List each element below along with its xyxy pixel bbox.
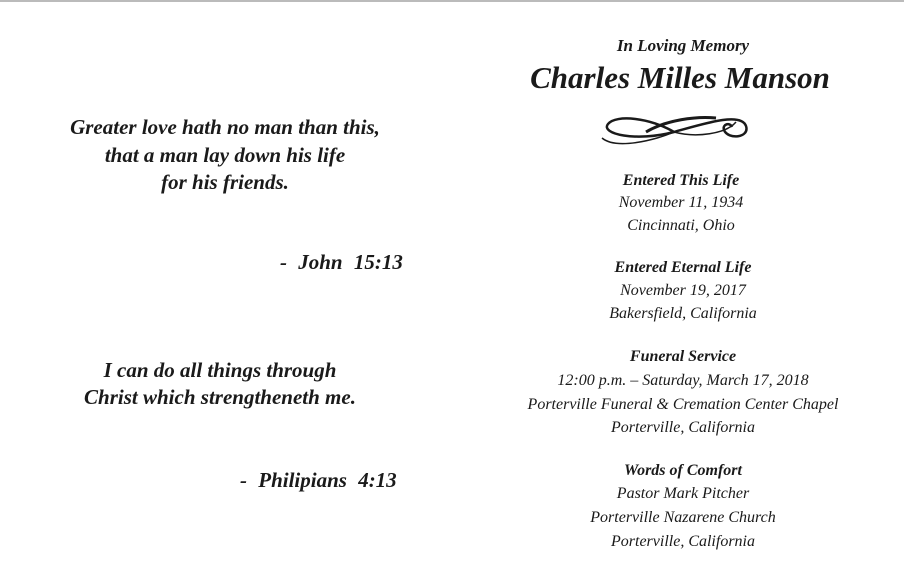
in-loving-memory: In Loving Memory <box>616 36 750 55</box>
verse2-reference: - Philipians 4:13 <box>240 468 397 492</box>
section-line: 12:00 p.m. – Saturday, March 17, 2018 <box>557 372 809 389</box>
section-line: November 19, 2017 <box>620 282 746 299</box>
section-line: Porterville Nazarene Church <box>590 509 776 526</box>
section-heading: Words of Comfort <box>624 462 742 479</box>
section-line: Porterville, California <box>611 419 755 436</box>
section-line: Pastor Mark Pitcher <box>616 485 750 502</box>
verse1-line: for his friends. <box>161 170 289 194</box>
section-line: Bakersfield, California <box>609 305 757 322</box>
section-line: Porterville, California <box>611 533 755 550</box>
verse2-line: Christ which strengtheneth me. <box>84 385 356 409</box>
verse2-line: I can do all things through <box>103 358 337 382</box>
section-line: Porterville Funeral & Cremation Center Chapel <box>527 396 839 413</box>
section-heading: Funeral Service <box>629 348 737 365</box>
section-line: Cincinnati, Ohio <box>627 217 735 234</box>
verse1-reference: - John 15:13 <box>280 250 403 274</box>
section-heading: Entered This Life <box>622 172 740 189</box>
section-line: November 11, 1934 <box>618 194 744 211</box>
section-heading: Entered Eternal Life <box>614 259 752 276</box>
verse1-line: that a man lay down his life <box>104 143 346 167</box>
deceased-name: Charles Milles Manson <box>530 60 830 95</box>
verse1-line: Greater love hath no man than this, <box>70 115 380 139</box>
flourish-ornament-icon <box>596 110 752 152</box>
